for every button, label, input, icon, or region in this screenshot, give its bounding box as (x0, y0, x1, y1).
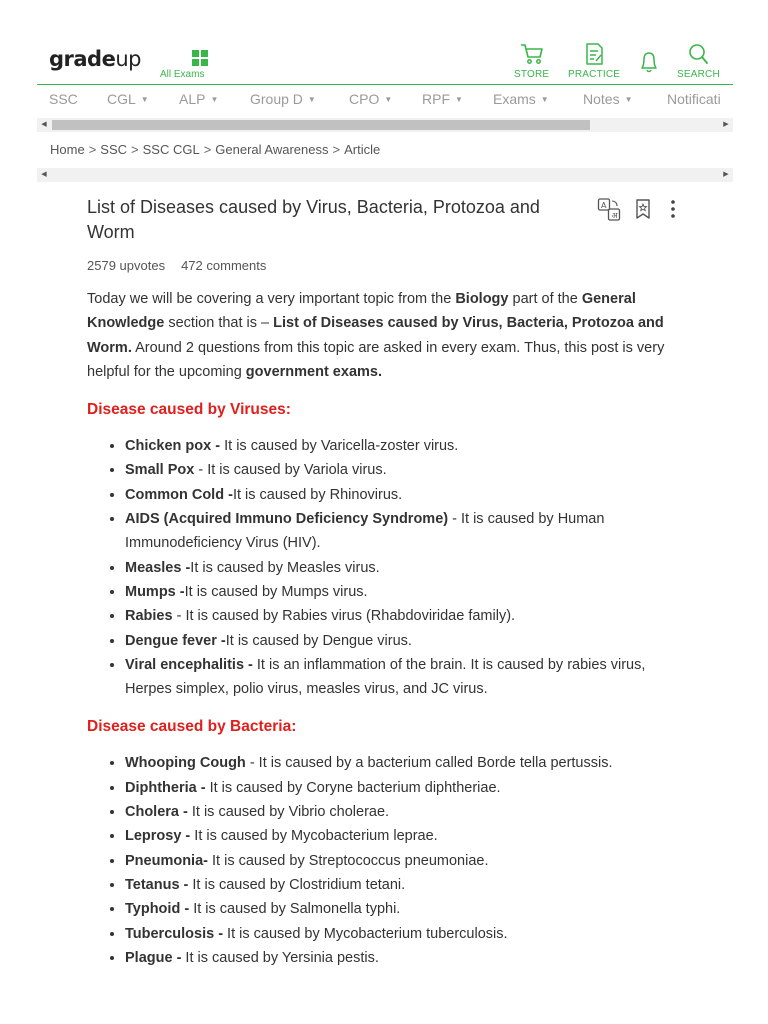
grid-icon (192, 50, 208, 66)
breadcrumb-article: Article (344, 142, 381, 157)
breadcrumb-home[interactable]: Home (50, 142, 85, 157)
comments-count[interactable]: 472 comments (181, 258, 267, 273)
article-title: List of Diseases caused by Virus, Bacteria, Protozoa and Worm (87, 197, 540, 242)
search-button[interactable] (677, 42, 720, 80)
store-button[interactable] (514, 42, 549, 80)
nav-scrollbar[interactable] (37, 118, 733, 132)
nav-item-notifications[interactable]: Notificati (667, 91, 721, 107)
scrollbar-thumb[interactable] (52, 120, 590, 130)
gradeup-logo[interactable]: gradeup (49, 47, 141, 71)
caret-down-icon: ▼ (210, 95, 219, 104)
nav-item-exams[interactable]: Exams ▼ (493, 91, 549, 107)
virus-disease-list (87, 434, 677, 701)
kebab-menu-icon (669, 197, 677, 221)
svg-text:A: A (601, 201, 607, 210)
nav-item-alp[interactable]: ALP ▼ (179, 91, 219, 107)
nav-item-group-d[interactable]: Group D ▼ (250, 91, 316, 107)
bookmark-icon (634, 197, 652, 221)
list-item: • Small Pox - It is caused by Variola virus. (125, 458, 677, 482)
list-item: • Whooping Cough - It is caused by a bacterium called Borde tella pertussis. (125, 751, 677, 775)
store-label: STORE (514, 69, 550, 80)
section-heading-viruses: Disease caused by Viruses: (87, 401, 291, 419)
scroll-left-icon[interactable]: ◀ (41, 121, 47, 128)
list-item: • Dengue fever -It is caused by Dengue virus. (125, 629, 677, 653)
practice-icon (582, 42, 606, 66)
upvotes-count[interactable]: 2579 upvotes (87, 258, 166, 273)
notifications-button[interactable] (638, 50, 660, 74)
article-stats (87, 258, 677, 273)
caret-down-icon: ▼ (455, 95, 463, 104)
section-heading-bacteria: Disease caused by Bacteria: (87, 718, 297, 736)
all-exams-button[interactable] (160, 44, 220, 80)
breadcrumb: Home > SSC > SSC CGL > General Awareness > Article (50, 142, 381, 157)
list-item: • Chicken pox - It is caused by Varicella-zoster virus. (125, 434, 677, 458)
bell-icon (638, 50, 660, 74)
nav-item-cpo[interactable]: CPO ▼ (349, 91, 393, 107)
list-item: • Common Cold -It is caused by Rhinovirus. (125, 483, 677, 507)
exam-nav (37, 86, 733, 116)
list-item: • Diphtheria - It is caused by Coryne bacterium diphtheriae. (125, 776, 677, 800)
scroll-right-icon[interactable]: ▶ (723, 121, 729, 128)
search-label: SEARCH (677, 69, 720, 80)
breadcrumb-general-awareness[interactable]: General Awareness (215, 142, 329, 157)
list-item: • Pneumonia- It is caused by Streptococcus pneumoniae. (125, 849, 677, 873)
list-item: • AIDS (Acquired Immuno Deficiency Syndrome) - It is caused by Human Immunodeficiency Virus (HIV). (125, 507, 677, 556)
search-icon (686, 42, 710, 66)
caret-down-icon: ▼ (384, 95, 393, 104)
breadcrumb-ssc[interactable]: SSC (100, 142, 128, 157)
svg-text:अ: अ (611, 211, 618, 220)
nav-item-ssc[interactable]: SSC (49, 91, 78, 107)
caret-down-icon: ▼ (540, 95, 549, 104)
list-item: • Plague - It is caused by Yersinia pestis. (125, 946, 677, 970)
scroll-left-icon[interactable]: ◀ (41, 171, 47, 178)
cart-icon (519, 42, 545, 66)
translate-icon (597, 197, 621, 223)
list-item: • Viral encephalitis - It is an inflammation of the brain. It is caused by rabies virus, Herpes simplex, polio virus, measles virus, and JC virus. (125, 653, 677, 702)
nav-item-cgl[interactable]: CGL ▼ (107, 91, 149, 107)
list-item: • Typhoid - It is caused by Salmonella typhi. (125, 897, 677, 921)
caret-down-icon: ▼ (140, 95, 149, 104)
bacteria-disease-list (87, 751, 677, 970)
list-item: • Leprosy - It is caused by Mycobacterium leprae. (125, 824, 677, 848)
bookmark-button[interactable] (634, 197, 652, 226)
translate-button[interactable] (597, 197, 621, 228)
site-header (37, 0, 733, 85)
scroll-right-icon[interactable]: ▶ (723, 171, 729, 178)
intro-paragraph: Today we will be covering a very important topic from the Biology part of the General Knowledge section that is – List of Diseases caused by Virus, Bacteria, Protozoa and Worm. Around 2 questions from this topic are asked in every exam. Thus, this post is very helpful for the upcoming government exams. (87, 291, 665, 380)
list-item: • Measles -It is caused by Measles virus. (125, 556, 677, 580)
list-item: • Tuberculosis - It is caused by Mycobacterium tuberculosis. (125, 922, 677, 946)
list-item: • Cholera - It is caused by Vibrio cholerae. (125, 800, 677, 824)
practice-button[interactable] (568, 42, 620, 80)
breadcrumb-ssc-cgl[interactable]: SSC CGL (142, 142, 200, 157)
list-item: • Mumps -It is caused by Mumps virus. (125, 580, 677, 604)
practice-label: PRACTICE (568, 69, 621, 80)
all-exams-label: All Exams (160, 69, 205, 80)
caret-down-icon: ▼ (307, 95, 316, 104)
list-item: • Rabies - It is caused by Rabies virus (Rhabdoviridae family). (125, 604, 677, 628)
list-item: • Tetanus - It is caused by Clostridium tetani. (125, 873, 677, 897)
breadcrumb-scrollbar[interactable] (37, 168, 733, 182)
caret-down-icon: ▼ (624, 95, 633, 104)
more-options-button[interactable] (669, 197, 677, 226)
nav-item-notes[interactable]: Notes ▼ (583, 91, 633, 107)
nav-item-rpf[interactable]: RPF ▼ (422, 91, 463, 107)
article (87, 195, 677, 970)
